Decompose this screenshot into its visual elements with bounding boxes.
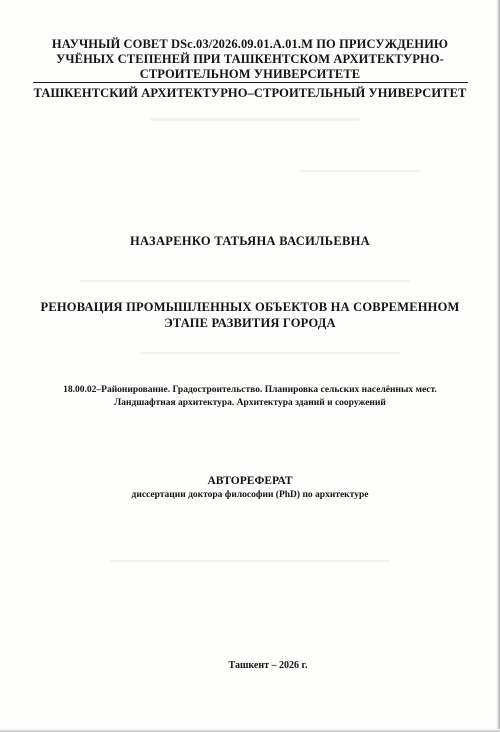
- specialty-code: [0, 384, 500, 410]
- title-line-1: РЕНОВАЦИЯ ПРОМЫШЛЕННЫХ ОБЪЕКТОВ НА СОВРЕМЕННОМ: [40, 300, 460, 314]
- place-year: Ташкент – 2026 г.: [228, 660, 308, 671]
- document-type-label: АВТОРЕФЕРАТ: [207, 475, 293, 487]
- specialty-line-2: Ландшафтная архитектура. Архитектура зданий и сооружений: [114, 398, 386, 408]
- council-header: [0, 37, 500, 82]
- document-type-description: диссертации доктора философии (PhD) по архитектуре: [131, 490, 369, 500]
- scan-smudge: [150, 118, 360, 121]
- council-line-3: СТРОИТЕЛЬНОМ УНИВЕРСИТЕТЕ: [139, 67, 361, 81]
- document-type: [0, 474, 500, 502]
- scan-smudge: [110, 560, 390, 562]
- scan-edge-right: [496, 0, 500, 732]
- council-line-1: НАУЧНЫЙ СОВЕТ DSc.03/2026.09.01.A.01.M ПО ПРИСУЖДЕНИЮ: [51, 37, 449, 51]
- university-name: ТАШКЕНТСКИЙ АРХИТЕКТУРНО–СТРОИТЕЛЬНЫЙ УНИВЕРСИТЕТ: [33, 86, 467, 100]
- author-name: НАЗАРЕНКО ТАТЬЯНА ВАСИЛЬЕВНА: [130, 234, 370, 248]
- dissertation-title: [0, 299, 500, 331]
- scan-smudge: [140, 352, 400, 354]
- scan-smudge: [300, 170, 420, 172]
- scan-smudge: [80, 280, 410, 282]
- title-line-2: ЭТАПЕ РАЗВИТИЯ ГОРОДА: [164, 316, 336, 330]
- header-divider: [33, 82, 468, 83]
- specialty-line-1: 18.00.02–Районирование. Градостроительство. Планировка сельских населённых мест.: [63, 385, 437, 395]
- council-line-2: УЧЁНЫХ СТЕПЕНЕЙ ПРИ ТАШКЕНТСКОМ АРХИТЕКТУРНО-: [56, 52, 444, 66]
